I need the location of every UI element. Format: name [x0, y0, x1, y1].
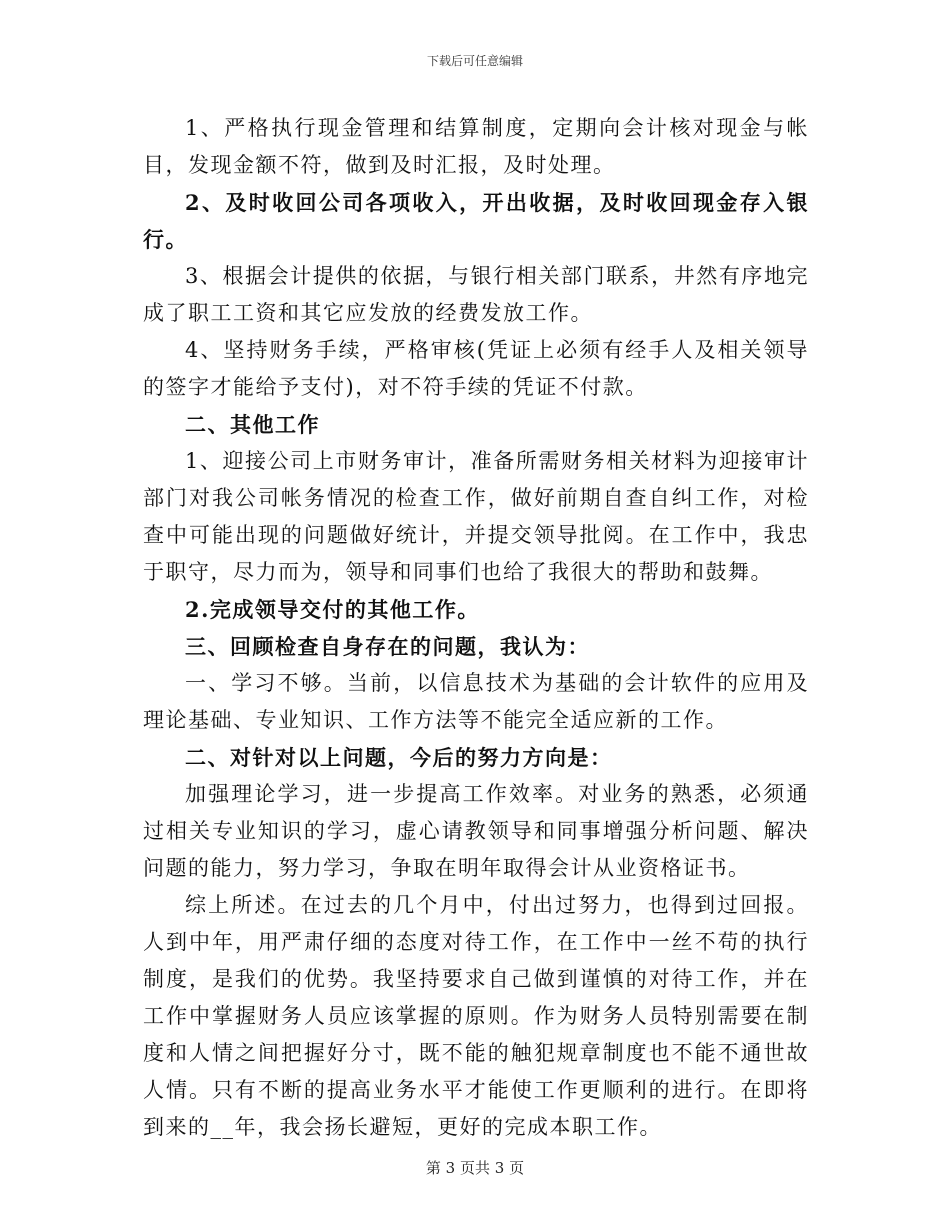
page-number-footer: 第 3 页共 3 页 — [425, 1159, 525, 1177]
paragraph-2: 2、及时收回公司各项收入，开出收据，及时收回现金存入银行。 — [143, 190, 809, 252]
paragraph-learning: 一、学习不够。当前，以信息技术为基础的会计软件的应用及理论基础、专业知识、工作方法等不能完全适应新的工作。 — [143, 671, 809, 732]
paragraph-other-tasks: 2.完成领导交付的其他工作。 — [185, 597, 480, 622]
page-header-note: 下载后可任意编辑 — [426, 54, 523, 68]
section-heading-direction: 二、对针对以上问题，今后的努力方向是： — [185, 745, 613, 770]
paragraph-audit: 1、迎接公司上市财务审计，准备所需财务相关材料为迎接审计部门对我公司帐务情况的检查工作，做好前期自查自纠工作，对检查中可能出现的问题做好统计，并提交领导批阅。在工作中，我忠于职守，尽力而为，领导和同事们也给了我很大的帮助和鼓舞。 — [143, 449, 809, 584]
document-body — [143, 110, 809, 1146]
paragraph-summary: 综上所述。在过去的几个月中，付出过努力，也得到过回报。人到中年，用严肃仔细的态度对待工作，在工作中一丝不苟的执行制度，是我们的优势。我坚持要求自己做到谨慎的对待工作，并在工作中掌握财务人员应该掌握的原则。作为财务人员特别需要在制度和人情之间把握好分寸，既不能的触犯规章制度也不能不通世故人情。只有不断的提高业务水平才能使工作更顺利的进行。在即将到来的__年，我会扬长避短，更好的完成本职工作。 — [143, 893, 809, 1139]
paragraph-theory: 加强理论学习，进一步提高工作效率。对业务的熟悉，必须通过相关专业知识的学习，虚心请教领导和同事增强分析问题、解决问题的能力，努力学习，争取在明年取得会计从业资格证书。 — [143, 782, 809, 880]
section-heading-review: 三、回顾检查自身存在的问题，我认为： — [185, 634, 590, 659]
section-heading-other-work: 二、其他工作 — [185, 412, 320, 437]
paragraph-3: 3、根据会计提供的依据，与银行相关部门联系，井然有序地完成了职工工资和其它应发放的经费发放工作。 — [143, 264, 809, 325]
paragraph-4: 4、坚持财务手续，严格审核(凭证上必须有经手人及相关领导的签字才能给予支付)，对不符手续的凭证不付款。 — [143, 338, 809, 399]
paragraph-1: 1、严格执行现金管理和结算制度，定期向会计核对现金与帐目，发现金额不符，做到及时汇报，及时处理。 — [143, 116, 809, 177]
